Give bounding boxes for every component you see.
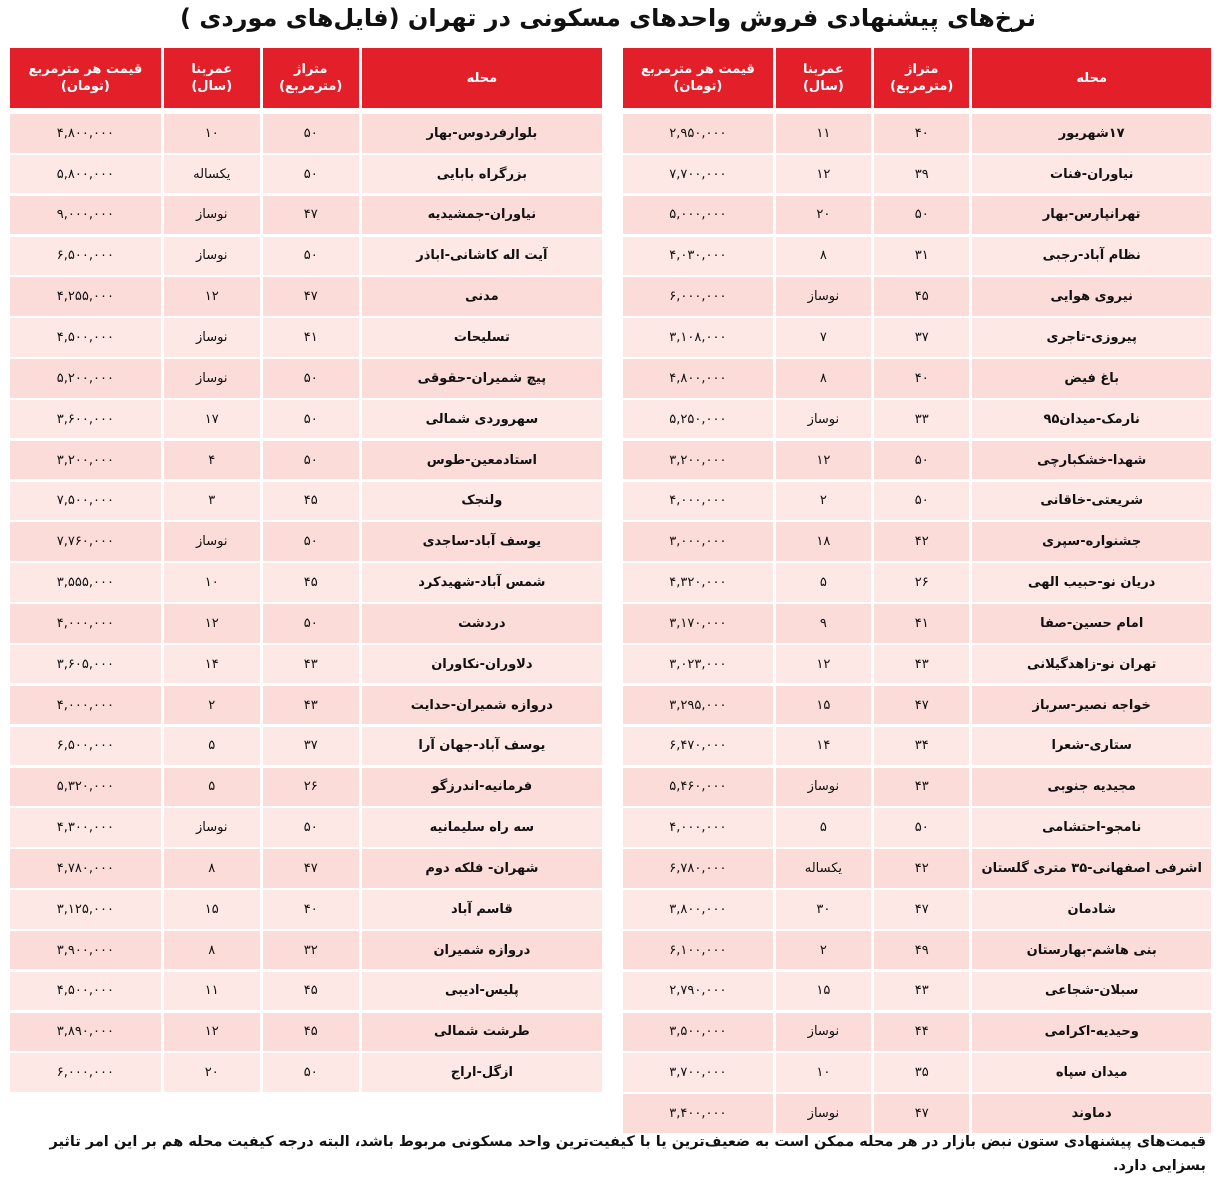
cell-age: ۸	[164, 931, 260, 970]
cell-price: ۶,۰۰۰,۰۰۰	[623, 277, 773, 316]
cell-age: ۱۰	[164, 114, 260, 153]
cell-neighborhood: دلاوران-نکاوران	[362, 645, 602, 684]
cell-area: ۴۵	[263, 972, 359, 1011]
cell-neighborhood: تهرانپارس-بهار	[972, 196, 1211, 235]
cell-area: ۳۱	[874, 237, 969, 276]
table-row	[10, 114, 602, 153]
header-age	[164, 48, 260, 108]
table-row	[10, 522, 602, 561]
cell-area: ۴۳	[874, 645, 969, 684]
cell-area: ۴۳	[874, 768, 969, 807]
cell-neighborhood: تهران نو-زاهدگیلانی	[972, 645, 1211, 684]
cell-age: ۳۰	[776, 890, 871, 929]
header-age-line: عمربنا	[803, 62, 844, 77]
cell-neighborhood: پیچ شمیران-حقوقی	[362, 359, 602, 398]
cell-neighborhood: شهدا-خشکبارچی	[972, 441, 1211, 480]
cell-price: ۳,۵۰۰,۰۰۰	[623, 1013, 773, 1052]
cell-age: ۱۲	[776, 645, 871, 684]
cell-area: ۴۰	[263, 890, 359, 929]
table-row	[10, 359, 602, 398]
cell-area: ۵۰	[263, 441, 359, 480]
cell-area: ۴۵	[874, 277, 969, 316]
table-row	[10, 563, 602, 602]
cell-neighborhood: بنی هاشم-بهارستان	[972, 931, 1211, 970]
cell-neighborhood: دروازه شمیران-حدایت	[362, 686, 602, 725]
cell-price: ۶,۰۰۰,۰۰۰	[10, 1053, 161, 1092]
cell-neighborhood: دریان نو-حبیب الهی	[972, 563, 1211, 602]
cell-price: ۵,۴۶۰,۰۰۰	[623, 768, 773, 807]
cell-neighborhood: اشرفی اصفهانی-۳۵ متری گلستان	[972, 849, 1211, 888]
cell-neighborhood: ازگل-اراج	[362, 1053, 602, 1092]
table-row	[10, 808, 602, 847]
table-row	[10, 277, 602, 316]
cell-age: نوساز	[776, 1013, 871, 1052]
cell-area: ۲۶	[874, 563, 969, 602]
table-row	[10, 318, 602, 357]
cell-area: ۳۴	[874, 727, 969, 766]
header-neighborhood: محله	[362, 48, 602, 108]
cell-price: ۶,۷۸۰,۰۰۰	[623, 849, 773, 888]
cell-area: ۵۰	[263, 604, 359, 643]
cell-age: ۸	[164, 849, 260, 888]
table-row	[10, 482, 602, 521]
table-row	[623, 890, 1211, 929]
cell-neighborhood: دماوند	[972, 1094, 1211, 1133]
table-row	[623, 686, 1211, 725]
header-price-line: قیمت هر مترمربع	[28, 62, 143, 77]
table-row	[623, 277, 1211, 316]
cell-area: ۴۲	[874, 849, 969, 888]
cell-area: ۵۰	[263, 155, 359, 194]
cell-neighborhood: سبلان-شجاعی	[972, 972, 1211, 1011]
header-area	[874, 48, 969, 108]
cell-age: نوساز	[164, 522, 260, 561]
table-row	[623, 768, 1211, 807]
header-age	[776, 48, 871, 108]
table-row	[10, 645, 602, 684]
cell-age: ۱۲	[776, 441, 871, 480]
cell-area: ۴۷	[874, 686, 969, 725]
table-header	[623, 48, 1211, 108]
cell-price: ۳,۲۹۵,۰۰۰	[623, 686, 773, 725]
cell-area: ۳۹	[874, 155, 969, 194]
cell-area: ۴۰	[874, 359, 969, 398]
cell-neighborhood: فرمانیه-اندرزگو	[362, 768, 602, 807]
header-price-line: (تومان)	[60, 79, 110, 94]
cell-price: ۴,۵۰۰,۰۰۰	[10, 318, 161, 357]
cell-price: ۴,۷۸۰,۰۰۰	[10, 849, 161, 888]
table-row	[623, 522, 1211, 561]
table-row	[623, 441, 1211, 480]
table-row	[623, 1013, 1211, 1052]
cell-price: ۳,۲۰۰,۰۰۰	[10, 441, 161, 480]
table-row	[623, 196, 1211, 235]
cell-price: ۵,۲۵۰,۰۰۰	[623, 400, 773, 439]
cell-neighborhood: دردشت	[362, 604, 602, 643]
cell-age: ۲	[776, 931, 871, 970]
table-row	[10, 727, 602, 766]
cell-neighborhood: وحیدیه-اکرامی	[972, 1013, 1211, 1052]
cell-neighborhood: آیت اله کاشانی-اباذر	[362, 237, 602, 276]
cell-age: نوساز	[164, 237, 260, 276]
table-row	[623, 114, 1211, 153]
cell-price: ۴,۳۰۰,۰۰۰	[10, 808, 161, 847]
cell-price: ۶,۵۰۰,۰۰۰	[10, 237, 161, 276]
cell-neighborhood: تسلیحات	[362, 318, 602, 357]
table-row	[623, 359, 1211, 398]
cell-age: ۹	[776, 604, 871, 643]
table-row	[10, 849, 602, 888]
cell-price: ۴,۲۵۵,۰۰۰	[10, 277, 161, 316]
cell-price: ۴,۰۰۰,۰۰۰	[623, 482, 773, 521]
cell-price: ۵,۲۰۰,۰۰۰	[10, 359, 161, 398]
header-age-line: (سال)	[191, 79, 233, 94]
cell-area: ۳۷	[263, 727, 359, 766]
header-price	[623, 48, 773, 108]
cell-age: ۱۲	[164, 277, 260, 316]
cell-age: ۱۸	[776, 522, 871, 561]
price-table-left	[10, 48, 602, 1094]
cell-price: ۹,۰۰۰,۰۰۰	[10, 196, 161, 235]
cell-price: ۶,۴۷۰,۰۰۰	[623, 727, 773, 766]
header-price	[10, 48, 161, 108]
table-row	[10, 604, 602, 643]
cell-area: ۴۷	[263, 849, 359, 888]
cell-neighborhood: بلوارفردوس-بهار	[362, 114, 602, 153]
table-row	[623, 237, 1211, 276]
cell-neighborhood: شهران- فلکه دوم	[362, 849, 602, 888]
table-row	[623, 1094, 1211, 1133]
cell-price: ۴,۰۰۰,۰۰۰	[10, 686, 161, 725]
table-row	[623, 727, 1211, 766]
cell-neighborhood: استادمعین-طوس	[362, 441, 602, 480]
cell-age: ۲۰	[164, 1053, 260, 1092]
cell-neighborhood: طرشت شمالی	[362, 1013, 602, 1052]
cell-age: ۱۱	[776, 114, 871, 153]
table-row	[623, 931, 1211, 970]
table-row	[623, 563, 1211, 602]
header-area-line: متراژ	[905, 62, 939, 77]
cell-area: ۵۰	[874, 808, 969, 847]
cell-neighborhood: باغ فیض	[972, 359, 1211, 398]
cell-area: ۴۷	[874, 890, 969, 929]
cell-price: ۳,۶۰۵,۰۰۰	[10, 645, 161, 684]
cell-age: ۱۲	[164, 1013, 260, 1052]
table-row	[623, 1053, 1211, 1092]
cell-price: ۳,۸۹۰,۰۰۰	[10, 1013, 161, 1052]
cell-neighborhood: بزرگراه بابایی	[362, 155, 602, 194]
cell-area: ۴۵	[263, 1013, 359, 1052]
cell-area: ۴۷	[263, 196, 359, 235]
table-row	[623, 972, 1211, 1011]
cell-price: ۴,۳۲۰,۰۰۰	[623, 563, 773, 602]
cell-area: ۴۳	[263, 645, 359, 684]
cell-neighborhood: جشنواره-سپری	[972, 522, 1211, 561]
cell-age: ۵	[776, 808, 871, 847]
cell-area: ۳۵	[874, 1053, 969, 1092]
cell-price: ۳,۰۰۰,۰۰۰	[623, 522, 773, 561]
cell-age: نوساز	[776, 400, 871, 439]
cell-price: ۷,۷۰۰,۰۰۰	[623, 155, 773, 194]
table-row	[623, 318, 1211, 357]
cell-neighborhood: نامجو-احتشامی	[972, 808, 1211, 847]
cell-area: ۵۰	[263, 808, 359, 847]
cell-age: ۳	[164, 482, 260, 521]
cell-neighborhood: مدنی	[362, 277, 602, 316]
cell-area: ۴۷	[263, 277, 359, 316]
table-row	[10, 1053, 602, 1092]
header-age-line: عمربنا	[191, 62, 233, 77]
cell-area: ۵۰	[263, 400, 359, 439]
table-row	[623, 645, 1211, 684]
cell-area: ۳۳	[874, 400, 969, 439]
cell-area: ۵۰	[263, 237, 359, 276]
cell-neighborhood: نیاوران-جمشیدیه	[362, 196, 602, 235]
cell-neighborhood: یوسف آباد-جهان آرا	[362, 727, 602, 766]
header-price-line: قیمت هر مترمربع	[640, 62, 755, 77]
cell-age: ۱۴	[164, 645, 260, 684]
cell-neighborhood: نیروی هوایی	[972, 277, 1211, 316]
cell-price: ۵,۰۰۰,۰۰۰	[623, 196, 773, 235]
page-title: نرخ‌های پیشنهادی فروش واحدهای مسکونی در تهران (فایل‌های موردی )	[180, 4, 1036, 32]
cell-age: ۱۵	[776, 972, 871, 1011]
footnote: قیمت‌های پیشنهادی ستون نبض بازار در هر محله ممکن است به ضعیف‌ترین یا با کیفیت‌ترین واحد مسکونی مربوط باشد، البته درجه کیفیت محله هم بر این امر تاثیر بسزایی دارد.	[49, 1134, 1206, 1174]
cell-neighborhood: شادمان	[972, 890, 1211, 929]
cell-price: ۲,۹۵۰,۰۰۰	[623, 114, 773, 153]
header-price-line: (تومان)	[673, 79, 723, 94]
cell-price: ۵,۸۰۰,۰۰۰	[10, 155, 161, 194]
header-neighborhood: محله	[972, 48, 1211, 108]
cell-age: ۱۵	[776, 686, 871, 725]
cell-neighborhood: مجیدیه جنوبی	[972, 768, 1211, 807]
cell-price: ۳,۲۰۰,۰۰۰	[623, 441, 773, 480]
cell-price: ۴,۵۰۰,۰۰۰	[10, 972, 161, 1011]
header-age-line: (سال)	[802, 79, 844, 94]
cell-price: ۴,۰۰۰,۰۰۰	[10, 604, 161, 643]
cell-area: ۴۱	[874, 604, 969, 643]
cell-age: نوساز	[164, 196, 260, 235]
table-row	[10, 237, 602, 276]
cell-neighborhood: سه راه سلیمانیه	[362, 808, 602, 847]
cell-area: ۴۲	[874, 522, 969, 561]
cell-area: ۴۱	[263, 318, 359, 357]
cell-area: ۵۰	[263, 359, 359, 398]
cell-area: ۵۰	[874, 441, 969, 480]
cell-area: ۵۰	[263, 1053, 359, 1092]
cell-area: ۵۰	[874, 482, 969, 521]
cell-age: یکساله	[164, 155, 260, 194]
cell-neighborhood: ۱۷شهریور	[972, 114, 1211, 153]
cell-age: ۷	[776, 318, 871, 357]
cell-age: ۱۰	[776, 1053, 871, 1092]
table-row	[623, 155, 1211, 194]
cell-age: ۵	[776, 563, 871, 602]
cell-price: ۴,۸۰۰,۰۰۰	[10, 114, 161, 153]
table-row	[10, 972, 602, 1011]
cell-age: نوساز	[776, 768, 871, 807]
cell-price: ۷,۵۰۰,۰۰۰	[10, 482, 161, 521]
cell-price: ۳,۶۰۰,۰۰۰	[10, 400, 161, 439]
header-area-line: (مترمربع)	[890, 79, 954, 94]
cell-price: ۶,۱۰۰,۰۰۰	[623, 931, 773, 970]
cell-area: ۴۳	[263, 686, 359, 725]
table-row	[10, 155, 602, 194]
cell-age: نوساز	[776, 277, 871, 316]
cell-age: ۱۱	[164, 972, 260, 1011]
cell-price: ۳,۰۲۳,۰۰۰	[623, 645, 773, 684]
cell-price: ۵,۳۲۰,۰۰۰	[10, 768, 161, 807]
cell-neighborhood: یوسف آباد-ساجدی	[362, 522, 602, 561]
header-area-line: متراژ	[294, 62, 328, 77]
cell-neighborhood: قاسم آباد	[362, 890, 602, 929]
table-row	[623, 808, 1211, 847]
cell-neighborhood: نظام آباد-رجبی	[972, 237, 1211, 276]
cell-price: ۴,۰۳۰,۰۰۰	[623, 237, 773, 276]
cell-area: ۴۵	[263, 563, 359, 602]
table-row	[10, 400, 602, 439]
cell-price: ۳,۵۵۵,۰۰۰	[10, 563, 161, 602]
cell-age: ۱۲	[164, 604, 260, 643]
table-header	[10, 48, 602, 108]
cell-neighborhood: پیروزی-تاجری	[972, 318, 1211, 357]
cell-price: ۳,۱۰۸,۰۰۰	[623, 318, 773, 357]
cell-area: ۵۰	[263, 522, 359, 561]
cell-neighborhood: خواجه نصیر-سرباز	[972, 686, 1211, 725]
cell-area: ۴۷	[874, 1094, 969, 1133]
cell-age: ۱۲	[776, 155, 871, 194]
cell-area: ۴۵	[263, 482, 359, 521]
cell-area: ۳۲	[263, 931, 359, 970]
cell-neighborhood: دروازه شمیران	[362, 931, 602, 970]
cell-age: نوساز	[164, 808, 260, 847]
cell-neighborhood: امام حسین-صفا	[972, 604, 1211, 643]
cell-price: ۳,۷۰۰,۰۰۰	[623, 1053, 773, 1092]
cell-price: ۶,۵۰۰,۰۰۰	[10, 727, 161, 766]
table-row	[623, 482, 1211, 521]
cell-area: ۴۰	[874, 114, 969, 153]
cell-area: ۴۳	[874, 972, 969, 1011]
cell-neighborhood: میدان سپاه	[972, 1053, 1211, 1092]
cell-age: ۵	[164, 768, 260, 807]
table-row	[10, 1013, 602, 1052]
cell-price: ۳,۹۰۰,۰۰۰	[10, 931, 161, 970]
cell-age: یکساله	[776, 849, 871, 888]
price-table-right	[623, 48, 1211, 1135]
cell-neighborhood: ستاری-شعرا	[972, 727, 1211, 766]
table-row	[10, 768, 602, 807]
cell-area: ۲۶	[263, 768, 359, 807]
cell-age: ۲	[164, 686, 260, 725]
cell-neighborhood: پلیس-ادیبی	[362, 972, 602, 1011]
cell-price: ۳,۴۰۰,۰۰۰	[623, 1094, 773, 1133]
cell-age: ۴	[164, 441, 260, 480]
cell-age: نوساز	[776, 1094, 871, 1133]
cell-neighborhood: سهروردی شمالی	[362, 400, 602, 439]
cell-price: ۳,۸۰۰,۰۰۰	[623, 890, 773, 929]
cell-area: ۵۰	[874, 196, 969, 235]
header-area-line: (مترمربع)	[279, 79, 343, 94]
cell-age: ۱۵	[164, 890, 260, 929]
cell-area: ۴۹	[874, 931, 969, 970]
cell-age: ۵	[164, 727, 260, 766]
cell-age: ۲	[776, 482, 871, 521]
cell-age: ۱۰	[164, 563, 260, 602]
cell-price: ۷,۷۶۰,۰۰۰	[10, 522, 161, 561]
cell-neighborhood: نارمک-میدان۹۵	[972, 400, 1211, 439]
table-row	[623, 849, 1211, 888]
cell-area: ۵۰	[263, 114, 359, 153]
cell-neighborhood: نیاوران-فنات	[972, 155, 1211, 194]
cell-price: ۴,۰۰۰,۰۰۰	[623, 808, 773, 847]
cell-age: ۲۰	[776, 196, 871, 235]
table-row	[10, 890, 602, 929]
cell-age: ۸	[776, 237, 871, 276]
table-row	[623, 604, 1211, 643]
cell-age: ۸	[776, 359, 871, 398]
cell-price: ۳,۱۲۵,۰۰۰	[10, 890, 161, 929]
cell-age: نوساز	[164, 359, 260, 398]
table-row	[10, 686, 602, 725]
cell-price: ۴,۸۰۰,۰۰۰	[623, 359, 773, 398]
cell-price: ۳,۱۷۰,۰۰۰	[623, 604, 773, 643]
cell-age: ۱۴	[776, 727, 871, 766]
cell-age: نوساز	[164, 318, 260, 357]
cell-area: ۴۴	[874, 1013, 969, 1052]
table-row	[10, 441, 602, 480]
table-row	[10, 196, 602, 235]
table-row	[10, 931, 602, 970]
cell-neighborhood: شمس آباد-شهیدکرد	[362, 563, 602, 602]
cell-neighborhood: شریعتی-خاقانی	[972, 482, 1211, 521]
cell-age: ۱۷	[164, 400, 260, 439]
table-row	[623, 400, 1211, 439]
header-area	[263, 48, 359, 108]
cell-price: ۲,۷۹۰,۰۰۰	[623, 972, 773, 1011]
cell-neighborhood: ولنجک	[362, 482, 602, 521]
cell-area: ۳۷	[874, 318, 969, 357]
